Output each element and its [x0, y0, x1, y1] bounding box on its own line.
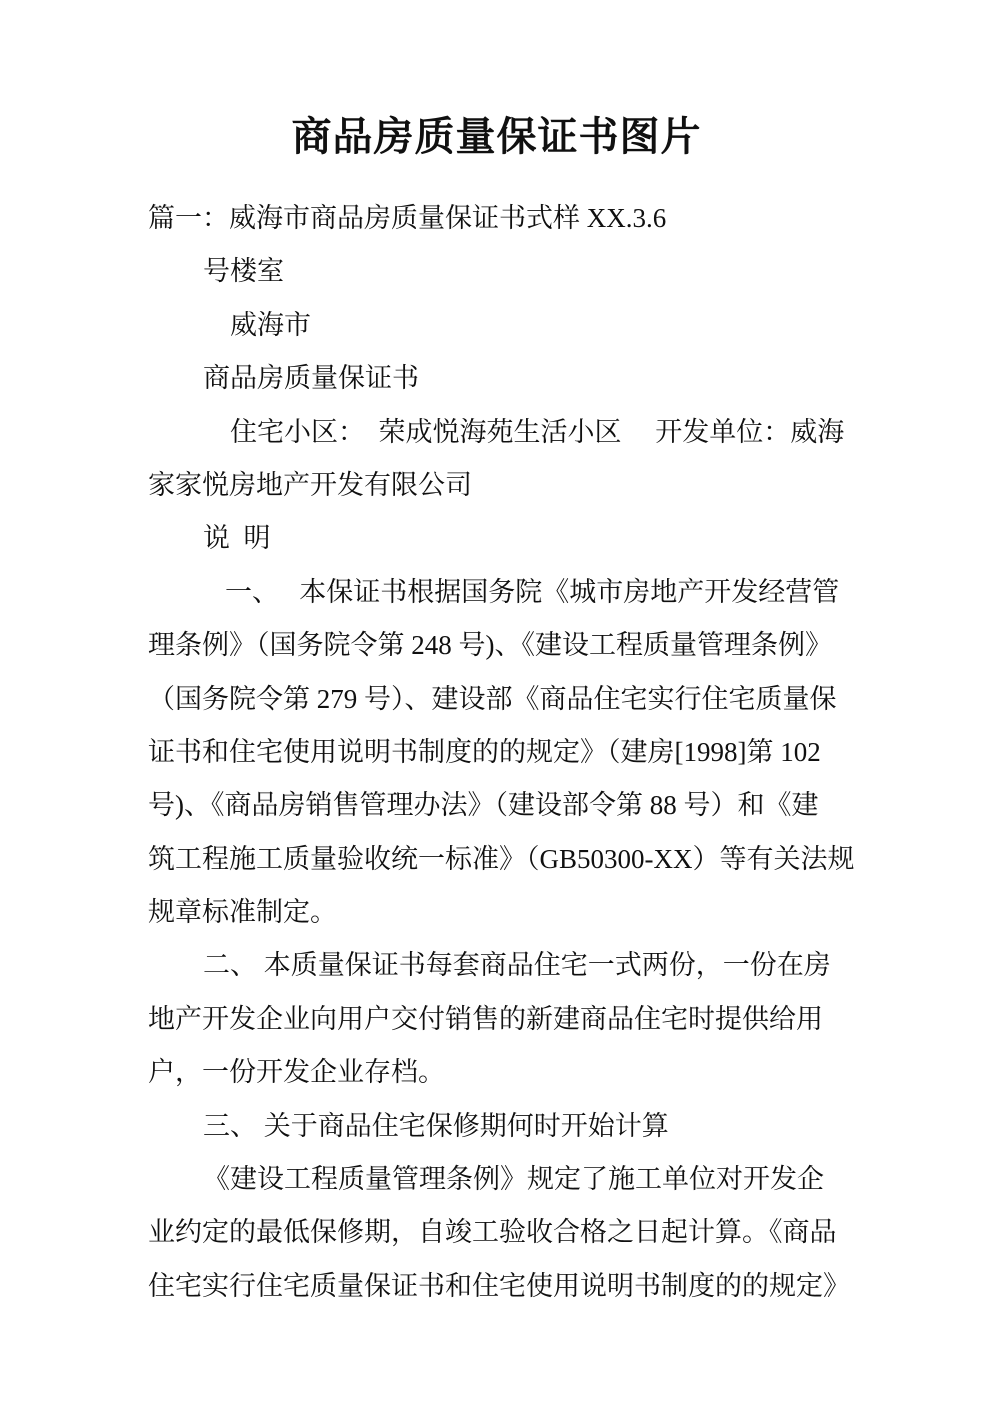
- document-line: 家家悦房地产开发有限公司: [148, 469, 472, 500]
- document-line: 威海市: [230, 309, 311, 340]
- document-line: 筑工程施工质量验收统一标准》（GB50300-XX）等有关法规: [148, 843, 855, 874]
- document-line: 证书和住宅使用说明书制度的的规定》（建房[1998]第 102: [148, 736, 821, 767]
- document-line: 一、 本保证书根据国务院《城市房地产开发经营管: [225, 576, 840, 607]
- document-line: 二、 本质量保证书每套商品住宅一式两份，一份在房: [203, 950, 831, 981]
- document-line: 住宅实行住宅质量保证书和住宅使用说明书制度的的规定》: [148, 1270, 850, 1301]
- document-line: （国务院令第 279 号）、建设部《商品住宅实行住宅质量保: [148, 683, 837, 714]
- document-line: 地产开发企业向用户交付销售的新建商品住宅时提供给用: [148, 1003, 823, 1034]
- document-line: 号楼室: [203, 256, 284, 287]
- document-line: 业约定的最低保修期，自竣工验收合格之日起计算。《商品: [148, 1217, 837, 1248]
- document-line: 商品房质量保证书: [203, 363, 419, 394]
- document-body: [148, 192, 860, 1313]
- document-line: 说 明: [203, 523, 271, 554]
- document-line: 号)、《商品房销售管理办法》（建设部令第 88 号）和《建: [148, 790, 819, 821]
- document-line: 三、 关于商品住宅保修期何时开始计算: [203, 1110, 669, 1141]
- page-title: 商品房质量保证书图片: [291, 114, 702, 159]
- document-line: 住宅小区： 荣成悦海苑生活小区 开发单位：威海: [230, 416, 845, 447]
- document-line: 《建设工程质量管理条例》规定了施工单位对开发企: [203, 1164, 824, 1195]
- document-line: 规章标准制定。: [148, 897, 337, 928]
- document-line: 篇一：威海市商品房质量保证书式样 XX.3.6: [148, 203, 667, 233]
- document-line: 理条例》（国务院令第 248 号)、《建设工程质量管理条例》: [148, 630, 832, 661]
- document-line: 户，一份开发企业存档。: [148, 1057, 445, 1088]
